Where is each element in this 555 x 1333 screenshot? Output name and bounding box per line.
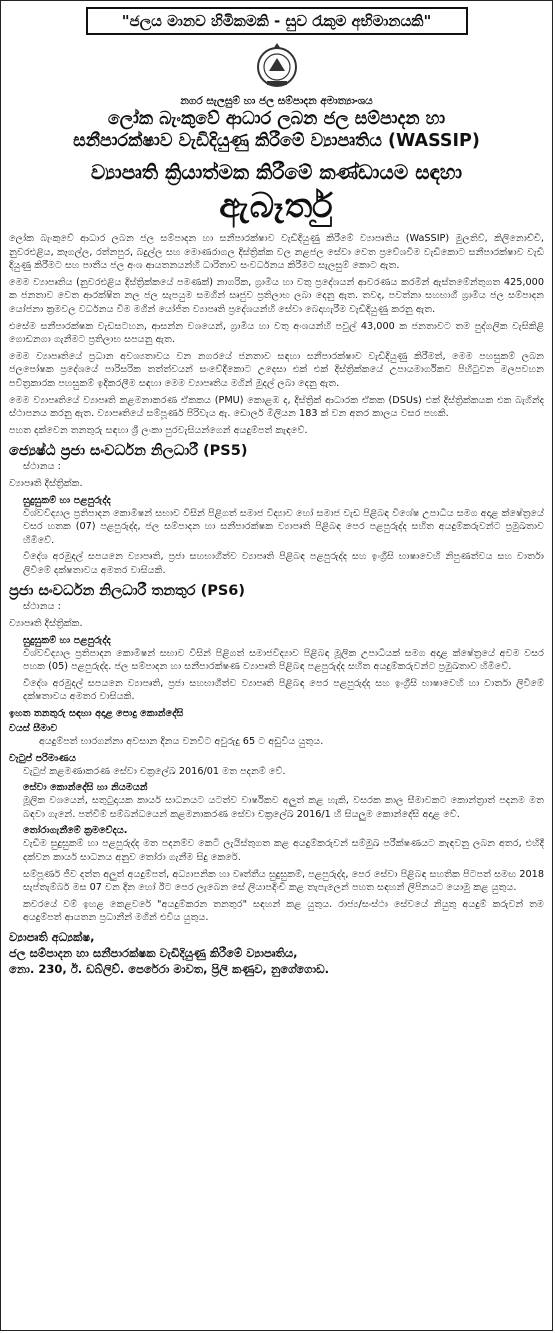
ad-title: ව්‍යාපෘති ක්‍රියාත්මක කිරීමේ කණ්ඩායම සඳහා — [90, 160, 463, 184]
project-name-footer: ජල සම්පාදන හා සනීපාරක්ෂක වැඩිදියුණු කිරීමේ ව්‍යාපෘතිය, — [9, 945, 298, 960]
qualifications-text: විදේශ අරමුදල් සපයනෙ ව්‍යාපෘති, ප්‍රජා සහභාගීත්ව ව්‍යාපෘති පිළිබඳ පළපුරුද්ද සහ ඉංග්‍රීසි භාෂාවෙහි නිපුණත්වය සහ වාර්තා ලිවීමේ දක්ෂතාවය අමතර වාසියකි. — [23, 551, 544, 576]
station-value: ව්‍යාපෘති දිස්ත්‍රික්ක. — [9, 477, 83, 489]
postal-address: නො. 230, ඊ. ඩබ්ලිව්. පෙරේරා මාවත, ප්‍රිලි කණුව, නුගේගොඩ. — [9, 961, 330, 976]
sri-lanka-emblem-icon — [255, 41, 299, 91]
qualifications-label: සුදුසුකම් හා පළපුරුද්ද — [23, 494, 111, 506]
vacancies-heading: ඇබෑර්තු — [219, 186, 334, 226]
station-label: ස්ථානය : — [23, 461, 61, 473]
intro-paragraph: එසේම සනීපාරක්ෂක වැඩසටහන, ආසන්න වශයෙන්, ග්‍රාමීය හා වතු අංශයන්හි පවුල් 43,000 ක ජනතාවට තම පුද්ගලික වැසිකිළි ගොඩනගා ගැනීමට ප්‍රතිලාභ සපයනු ඇත. — [9, 320, 544, 346]
intro-paragraph: මෙම ව්‍යාපෘතියේ ප්‍රධාන අවශ්‍යතාවය වන නගරයේ ජනතාව සඳහා සනීපාරක්ෂාව වැඩිදියුණු කිරීමත්, මෙම පහසුකම් ලබන ජලපෝෂක ප්‍රදේශයේ පාරිසරික තත්ත්වයන් සංවේදීකොට උදෙසා එක් එක් දිස්ත්‍රික්කයේ උපායමාර්ගිකව පිහිටුවන මලපවහන පවිත්‍රකාරක පහසුකම් ඉදිකරලීම සඳහා මෙම ව්‍යාපෘතිය මගින් මුදල් ලබා දෙනු ඇත. — [9, 350, 544, 389]
service-conditions-label: සේවා කොන්දේසි හා නියමයන් — [23, 782, 148, 794]
service-conditions-text: මූලික වශයෙන්, සතුටුදායක කාර්ය සාධනයට යටත්ව වාර්ෂිකව අලුත් කළ හැකි, වසරක කාල සීමාවකට කොන්ත්‍රාත් පදනම මත බඳවා ගැනේ. පත්වීම් සම්බන්ධයෙන් කළමනාකරණ සේවා චක්‍රලේඛ 2016/1 හි සියලුම කොන්දේසි අදාළ වේ. — [23, 795, 544, 820]
motto-box: "ජලය මානව හිමිකමකි - සුව රැකුම අභිමානයකි" — [86, 7, 468, 35]
post-title-ps6: ප්‍රජා සංවර්ධන නිලධාරී තනතුර (PS6) — [9, 583, 246, 600]
intro-paragraph: ලෝක බැංකුවේ ආධාර ලබන ජල සම්පාදන හා සනීපාරක්ෂාව වැඩිදියුණු කිරීමේ ව්‍යාපෘතිය (WaSSIP) මුලතිව්, කිලිනොච්චි, නුවරඑළිය, කෑගල්ල, රත්නපුර, බදුල්ල සහ මොණරාගල දිස්ත්‍රික්ක වල නළජල සේවා වෙත ප්‍රවේශවීම වැඩිකොට සනීපාරක්ෂාව වැඩි දියුණු කිරීමට සහ පාතීය ජල අංශ ආයතනයන්හි ධාරිතාව සංවර්ධනය කිරීමට සැලසුම් කොට ඇත. — [9, 233, 544, 272]
age-limit-text: අයදුම්පත් භාරගන්නා අවසාන දිනය වනවිට අවුරුදු 65 ට අඩුවිය යුතුය. — [39, 736, 324, 748]
qualifications-text: විදේශ අරමුදල් සපයනෙ ව්‍යාපෘති, ප්‍රජා සහභාගීත්ව ව්‍යාපෘති පිළිබඳ පෙර පළපුරුද්ද සහ ඉංග්‍රීසි භාෂාවෙහි හා වාර්තා ලිවීමේ දක්ෂතාවය අමතර වාසියකි. — [23, 677, 544, 703]
intro-paragraph: මෙම ව්‍යාපෘතියේ ව්‍යාපෘති කළමනාකරණ ඒකකය (PMU) කොළඹ ද, දිස්ත්‍රික් ආධාරක ඒකක (DSUs) එක් දිස්ත්‍රික්කයක එක බැගින්ද ස්ථාපනය කරනු ඇත. ව්‍යාපෘතියේ සම්පූර්ණ පිරිවැය ඇ. ඩොලර් මිලියන 183 ක් වන අතර කාලය වසර පහකි. — [9, 394, 544, 420]
selection-text: සම්පූර්ණ ජීව දත්ත අලුත් අයදුම්පත්, අධ්‍යාපනික හා වෘත්තීය සුදුසුකම්, පළපුරුද්ද, පෙර සේවා පිළිබඳ සහතික පිටපත් සමඟ 2018 සැප්තැම්බර් මස 07 වන දින හෝ ඊට පෙර ලැබෙන සේ ලියාපදිංචි කළ තැපැලෙන් පහත සඳහන් ලිපිනයට යොමු කළ යුතුය. — [23, 868, 544, 894]
selection-method-label: තෝරාගැනීමේ ක්‍රමවේදය. — [23, 825, 128, 837]
ministry-name: නගර සැලසුම් හා ජල සම්පාදන අමාත්‍යාංශය — [180, 95, 373, 107]
salary-text: වැටුප් කළමණාකරණ සේවා චක්‍රලේඛ 2016/01 මත පදනම් වේ. — [23, 765, 286, 777]
closing-address — [9, 929, 544, 977]
selection-text: කවරයේ වම් ඉහළ කෙළවරේ "අයදුම්කරන තනතුර" සඳහන් කළ යුතුය. රාජ්‍ය/සංස්ථා සේවයේ නියුතු අයදුම් කරුවන් තම අයදුම්පත් ආයතන ප්‍රධානීන් මගින් එවිය යුතුය. — [23, 898, 544, 924]
station-value: ව්‍යාපෘති දිස්ත්‍රික්ක. — [9, 618, 83, 630]
project-name-line1: ලෝක බැංකුවේ ආධාර ලබන ජල සම්පාදන හා — [107, 109, 446, 129]
salary-label: වැටුප් පරිමාණය — [9, 752, 76, 764]
qualifications-text: විශ්වවිද්‍යාල ප්‍රතිපාදන කොමිෂන් සභාව විසින් පිළිගත් සමාජ විද්‍යාව හෝ සමාජ වැඩ පිළිබඳ විශේෂ උපාධිය සමග අදාළ ක්ෂේත්‍රයේ වසර හතක (07) පළපුරුද්ද, ජල සම්පාදන හා සනීපාරක්ෂක ව්‍යාපෘති පිළිබඳ පෙර පළපුරුද්ද සහිත අයදුම්කරුවන්ට ප්‍රමුඛතාව හිමිවේ. — [23, 507, 544, 546]
project-name-line2: සනීපාරක්ෂාව වැඩිදියුණු කිරීමේ ව්‍යාපෘතිය (WASSIP) — [73, 131, 480, 151]
qualifications-text: විශ්වවිද්‍යාල ප්‍රතිපාදන කොමිෂන් සභාව විසින් පිළිගත් සමාජවිද්‍යාව පිළිබඳ මූලික උපාධියක් සමග අදාළ ක්ෂේත්‍රයේ අවම වසර පහක (05) පළපුරුද්ද. ජල සම්පාදන හා සනීපාරක්ෂණ ව්‍යාපෘති පිළිබඳ පළපුරුද්ද සහිත අයදුම්කරුවන්ට ප්‍රමුඛතාව හිමිවේ. — [23, 647, 544, 673]
intro-paragraph: මෙම ව්‍යාපෘතිය (නුවරඑළිය දිස්ත්‍රික්කයේ පමණක්) නාගරික, ග්‍රාමීය හා වතු ප්‍රදේශයන් ආවරණය කරමින් ඇස්තමේන්තුගත 425,000 ක ජනතාව වෙත ආරක්ෂිත නල ජල සැපයුම සමගින් සෘජුව ප්‍රතිලාභ ලබා දෙනු ඇත. තවද, පවත්නා සහභාගී ග්‍රාමීය ජල සම්පාදන යෝජනා ක්‍රමවල වර්ධනය වීම මගින් යෝජිත ව්‍යාපෘති ප්‍රදේශයන්හි සේවා බෙදාහැරීම වැඩිදියුණු කරනු ඇත. — [9, 276, 544, 315]
intro-paragraph: පහත දක්වෙන තනතුරු සඳහා ශ්‍රී ලංකා පුරවැසියන්ගෙන් අයදුම්පත් කැඳවේ. — [9, 424, 308, 436]
age-limit-label: වයස් සීමාව — [9, 723, 58, 735]
qualifications-label: සුදුසුකම් හා පළපුරුද්ද — [23, 634, 111, 646]
post-title-ps5: ජ්‍යෙෂ්ඨ ප්‍රජා සංවර්ධන නිලධාරී (PS5) — [9, 443, 248, 460]
selection-text: වැඩිම සුදුසුකම් හා පළපුරුද්ද මත පදනම්ව කෙටි ලැයිස්තුගත කළ අයදුම්කරුවන් සම්මුඛ පරීක්ෂණයට කැඳවනු ලබන අතර, එහිදී දක්වන කාර්ය සාධනය අනුව තෝරා ගැනීම සිදු කෙරේ. — [23, 838, 544, 863]
station-label: ස්ථානය : — [23, 601, 61, 613]
common-conditions-heading: ඉහත තනතුරු සඳහා අදාළ පොදු කොන්දේසි — [9, 708, 184, 720]
project-director: ව්‍යාපෘති අධ්‍යක්ෂ, — [9, 929, 95, 944]
